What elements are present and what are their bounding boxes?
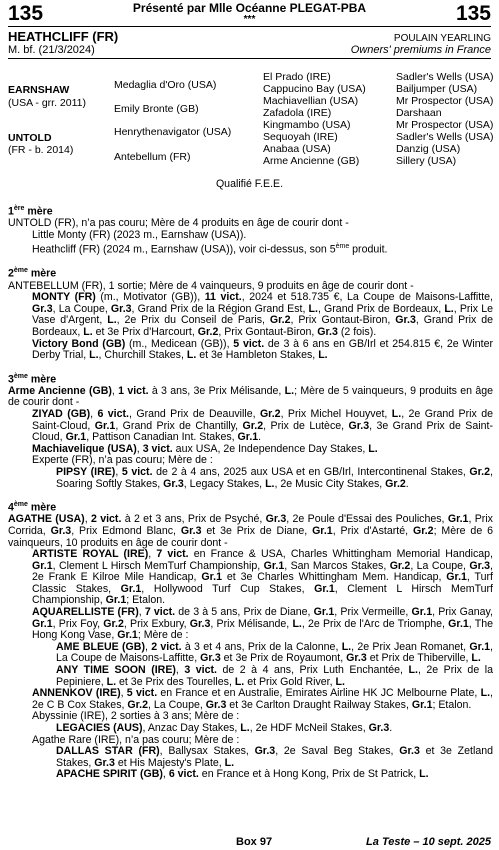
section-heading-4th-dam: 4ème mère <box>8 501 57 514</box>
entry-ziyad: ZIYAD (GB), 6 vict., Grand Prix de Deauville, Gr.2, Prix Michel Houyvet, L., 2e Grand Prix de Saint-Cloud, Gr.1, Grand Prix de Chantilly, Gr.2, Prix de Lutèce, Gr.3, 3e Grand Prix de Saint-Cloud, Gr.1, Pattison Canadian Int. Stakes, Gr.1. <box>32 408 493 444</box>
horse-category: POULAIN YEARLING <box>393 33 491 44</box>
entry-any-time-soon: ANY TIME SOON (IRE), 3 vict. de 2 à 4 ans, Prix Luth Enchantée, L., 2e Prix de la Pepiniere, L. et 3e Prix des Tourelles, L. et Prix Gold River, L. <box>56 664 493 688</box>
entry-pipsy: PIPSY (IRE), 5 vict. de 2 à 4 ans, 2025 aux USA et en GB/Irl, Intercontinenal Stakes, Gr.2, Soaring Softly Stakes, Gr.3, Legacy Stakes, L., 2e Music City Stakes, Gr.2. <box>56 466 493 490</box>
entry-dallas-star: DALLAS STAR (FR), Ballysax Stakes, Gr.3, 2e Saval Beg Stakes, Gr.3 et 3e Zetland Stakes, Gr.3 et His Majesty's Plate, L. <box>56 745 493 769</box>
section-heading-3rd-dam: 3ème mère <box>8 372 57 386</box>
header-rule <box>8 26 491 27</box>
pedigree-gen4: Mr Prospector (USA) <box>396 119 494 131</box>
pedigree-gen2: Emily Bronte (GB) <box>114 103 199 115</box>
pedigree-gen2: Henrythenavigator (USA) <box>114 126 232 138</box>
pedigree-gen3: Zafadola (IRE) <box>263 107 332 119</box>
dam-info: (FR - b. 2014) <box>8 144 74 156</box>
entry-agathe-rare: Agathe Rare (IRE), n’a pas couru; Mère de : <box>32 733 240 746</box>
qualification: Qualifié F.E.E. <box>215 178 284 190</box>
pedigree-gen3: Kingmambo (USA) <box>263 119 351 131</box>
entry-aquarelliste: AQUARELLISTE (FR), 7 vict. de 3 à 5 ans, Prix de Diane, Gr.1, Prix Vermeille, Gr.1, Prix Ganay, Gr.1, Prix Foy, Gr.2, Prix Exbury, Gr.3, Prix Mélisande, L., 2e Prix de l'Arc de Triomphe, Gr.1, The Hong Kong Vase, Gr.1; Mère de : <box>32 606 494 642</box>
pedigree-gen4: Sadler's Wells (USA) <box>396 131 494 143</box>
entry-experte: Experte (FR), n’a pas couru; Mère de : <box>32 454 213 467</box>
entry-legacies: LEGACIES (AUS), Anzac Day Stakes, L., 2e HDF McNeil Stakes, Gr.3. <box>56 722 393 734</box>
horse-name: HEATHCLIFF (FR) <box>8 29 119 44</box>
pedigree-gen4: Sadler's Wells (USA) <box>396 71 494 83</box>
pedigree-gen4: Danzig (USA) <box>396 143 461 155</box>
pedigree-gen3: Anabaa (USA) <box>263 143 331 155</box>
pedigree-gen3: Cappucino Bay (USA) <box>263 83 366 95</box>
entry-ame-bleue: AME BLEUE (GB), 2 vict. à 3 et 4 ans, Prix de la Calonne, L., 2e Prix Jean Romanet, Gr.1, La Coupe de Maisons-Laffitte, Gr.3 et 3e Prix de Royaumont, Gr.3 et Prix de Thiberville, L. <box>56 640 493 665</box>
entry-apache-spirit: APACHE SPIRIT (GB), 6 vict. en France et à Hong Kong, Prix de St Patrick, L. <box>56 768 429 781</box>
entry-monty: MONTY (FR) (m., Motivator (GB)), 11 vict., 2024 et 518.735 €, La Coupe de Maisons-Laffitte, Gr.3, La Coupe, Gr.3, Grand Prix de la Région Grand Est, L., Grand Prix de Bordeaux, L., Prix Le Vase d'Argent, L., 2e Prix du Conseil de Paris, Gr.2, Prix Gontaut-Biron, Gr.3, Grand Prix de Bordeaux, L. et 3e Prix d'Harcourt, Gr.2, Prix Gontaut-Biron, Gr.3 (2 fois). <box>32 291 493 338</box>
section-heading-1st-dam: 1ère mère <box>8 205 53 218</box>
section-heading-2nd-dam: 2ème mère <box>8 267 57 280</box>
entry-annenkov: ANNENKOV (IRE), 5 vict. en France et en Australie, Emirates Airline HK JC Melbourne Plate, L., 2e C B Cox Stakes, Gr.2, La Coupe, Gr.3 et 3e Carlton Draught Railway Stakes, Gr.1; Etalon. <box>32 687 493 711</box>
entry-machiavelique: Machiavelique (USA), 3 vict. aux USA, 2e Independence Day Stakes, L. <box>32 442 378 455</box>
pedigree-gen2: Medaglia d'Oro (USA) <box>114 79 217 91</box>
stars: *** <box>243 14 256 25</box>
footer-box: Box 97 <box>236 836 273 848</box>
pedigree-gen3: Sequoyah (IRE) <box>263 131 338 143</box>
sponsor-line: Présenté par Mlle Océanne PLEGAT-PBA <box>132 1 367 15</box>
pedigree-gen2: Antebellum (FR) <box>114 151 191 163</box>
pedigree-gen4: Mr Prospector (USA) <box>396 95 494 107</box>
entry-abyssinie: Abyssinie (IRE), 2 sorties à 3 ans; Mère de : <box>32 710 240 723</box>
entry-little-monty: Little Monty (FR) (2023 m., Earnshaw (USA)). <box>32 228 247 241</box>
entry-antebellum: ANTEBELLUM (FR), 1 sortie; Mère de 4 vainqueurs, 9 produits en âge de courir dont - <box>8 279 414 292</box>
footer-race: La Teste – 10 sept. 2025 <box>366 836 491 848</box>
dam-name: UNTOLD <box>8 132 52 144</box>
pedigree-rule <box>8 58 491 59</box>
owners-premiums: Owners' premiums in France <box>350 44 491 56</box>
horse-details: M. bf. (21/3/2024) <box>8 44 95 56</box>
pedigree-gen4: Darshaan <box>396 107 442 119</box>
pedigree-gen3: Machiavellian (USA) <box>263 95 359 107</box>
entry-arme-ancienne: Arme Ancienne (GB), 1 vict. à 3 ans, 3e Prix Mélisande, L.; Mère de 5 vainqueurs, 9 produits en âge de courir dont - <box>8 384 493 409</box>
pedigree-gen4: Sillery (USA) <box>396 155 457 167</box>
pedigree-gen3: Arme Ancienne (GB) <box>263 155 360 167</box>
entry-heathcliff: Heathcliff (FR) (2024 m., Earnshaw (USA)), voir ci-dessus, son 5ème produit. <box>32 243 388 256</box>
pedigree-gen3: El Prado (IRE) <box>263 71 331 83</box>
entry-artiste-royal: ARTISTE ROYAL (IRE), 7 vict. en France & USA, Charles Whittingham Memorial Handicap, Gr.1, Clement L Hirsch MemTurf Championship, Gr.1, San Marcos Stakes, Gr.2, La Coupe, Gr.3, 2e Frank E Kilroe Mile Handicap, Gr.1 et 3e Charles Whittingham Mem. Handicap, Gr.1, Turf Classic Stakes, Gr.1, Hollywood Turf Cup Stakes, Gr.1, Clement L Hirsch MemTurf Championship, Gr.1; Etalon. <box>32 548 494 607</box>
sire-info: (USA - grr. 2011) <box>8 97 87 109</box>
lot-number-left: 135 <box>8 2 44 25</box>
entry-untold: UNTOLD (FR), n’a pas couru; Mère de 4 produits en âge de courir dont - <box>8 217 349 230</box>
pedigree-gen4: Bailjumper (USA) <box>396 83 478 95</box>
lot-number-right: 135 <box>455 2 491 25</box>
sire-name: EARNSHAW <box>8 84 70 96</box>
entry-victory-bond: Victory Bond (GB) (m., Medicean (GB)), 5 vict. de 3 à 6 ans en GB/Irl et 254.815 €, 2e Winter Derby Trial, L., Churchill Stakes, L. et 3e Hambleton Stakes, L. <box>32 337 493 362</box>
catalogue-body <box>8 197 493 781</box>
entry-agathe: AGATHE (USA), 2 vict. à 2 et 3 ans, Prix de Psyché, Gr.3, 2e Poule d'Essai des Pouliches, Gr.1, Prix Corrida, Gr.3, Prix Edmond Blanc, Gr.3 et 3e Prix de Diane, Gr.1, Prix d'Astarté, Gr.2; Mère de 6 vainqueurs, 10 produits en âge de courir dont - <box>8 513 493 549</box>
